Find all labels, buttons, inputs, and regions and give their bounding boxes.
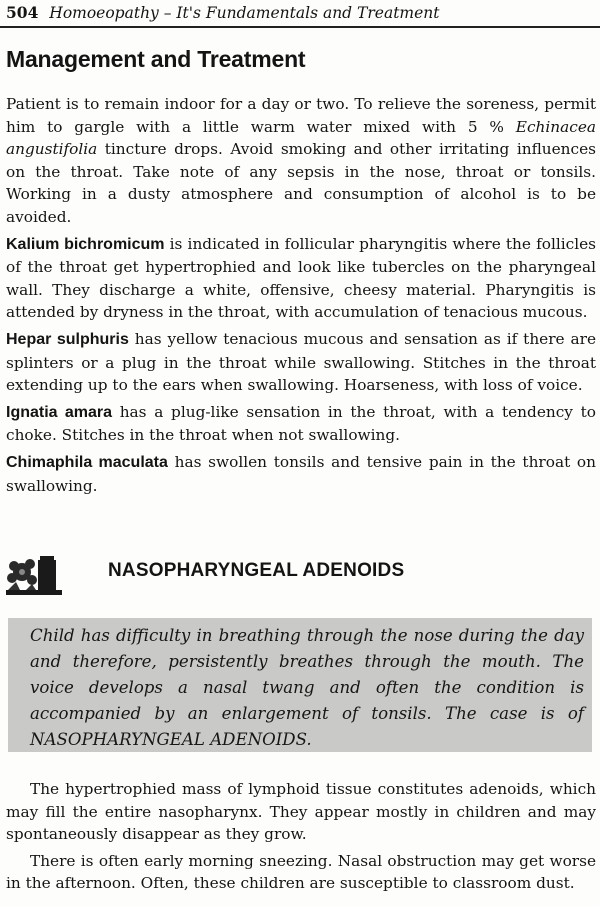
adenoids-body [6, 778, 596, 899]
paragraph-chimaphila [6, 451, 596, 497]
running-title: Homoeopathy – It's Fundamentals and Treatment [49, 4, 440, 22]
case-callout-box [8, 618, 592, 752]
running-header [6, 3, 596, 22]
paragraph-adenoids-definition: The hypertrophied mass of lymphoid tissue constitutes adenoids, which may fill the entire nasopharynx. They appear mostly in children and may spontaneously disappear as they grow. [6, 780, 596, 844]
section-heading-management: Management and Treatment [6, 46, 306, 72]
remedy-term: Hepar sulphuris [6, 330, 129, 348]
paragraph-text: has swollen tonsils and tensive pain in the throat on swallowing. [6, 452, 596, 495]
paragraph-text: Patient is to remain indoor for a day or two. To relieve the soreness, permit him to gargle with a little warm water mixed with 5 % [6, 95, 596, 136]
case-callout-text: Child has difficulty in breathing through the nose during the day and therefore, persistently breathes through the mouth. The voice develops a nasal twang and often the condition is accompanied by an enlargement of tonsils. The case is of NASOPHARYNGEAL ADENOIDS. [30, 626, 584, 749]
remedy-term: Chimaphila maculata [6, 453, 168, 471]
paragraph-text: has yellow tenacious mucous and sensation as if there are splinters or a plug in the throat while swallowing. Stitches in the throat extending up to the ears when swallowing. Hoarseness, with loss of voice. [6, 329, 596, 395]
paragraph-kalium [6, 233, 596, 324]
remedy-term: Ignatia amara [6, 403, 112, 421]
page-number: 504 [6, 3, 39, 22]
remedy-term: Kalium bichromicum [6, 235, 165, 253]
header-rule [0, 26, 600, 28]
management-body [6, 93, 596, 501]
paragraph-adenoids-symptoms: There is often early morning sneezing. Nasal obstruction may get worse in the afternoon. Often, these children are susceptible to classroom dust. [6, 851, 596, 893]
paragraph-ignatia [6, 401, 596, 447]
paragraph-patient-care [6, 93, 596, 229]
paragraph-text: is indicated in follicular pharyngitis where the follicles of the throat get hypertrophied and look like tubercles on the pharyngeal wall. They discharge a white, offensive, cheesy material. Pharyngitis is attended by dryness in the throat, with accumulation of tenacious mucous. [6, 234, 596, 322]
paragraph-text: has a plug-like sensation in the throat, with a tendency to choke. Stitches in the throat when not swallowing. [6, 402, 596, 445]
paragraph-hepar [6, 328, 596, 397]
remedy-italic: Echinacea angustifolia [6, 117, 596, 159]
flower-ornament-icon [4, 550, 64, 596]
section-heading-adenoids: NASOPHARYNGEAL ADENOIDS [108, 560, 405, 581]
paragraph-text: tincture drops. Avoid smoking and other irritating influences on the throat. Take note of any sepsis in the nose, throat or tonsils. Working in a dusty atmosphere and consumption of alcohol is to be avoided. [6, 140, 596, 226]
section-header-adenoids [0, 548, 600, 598]
